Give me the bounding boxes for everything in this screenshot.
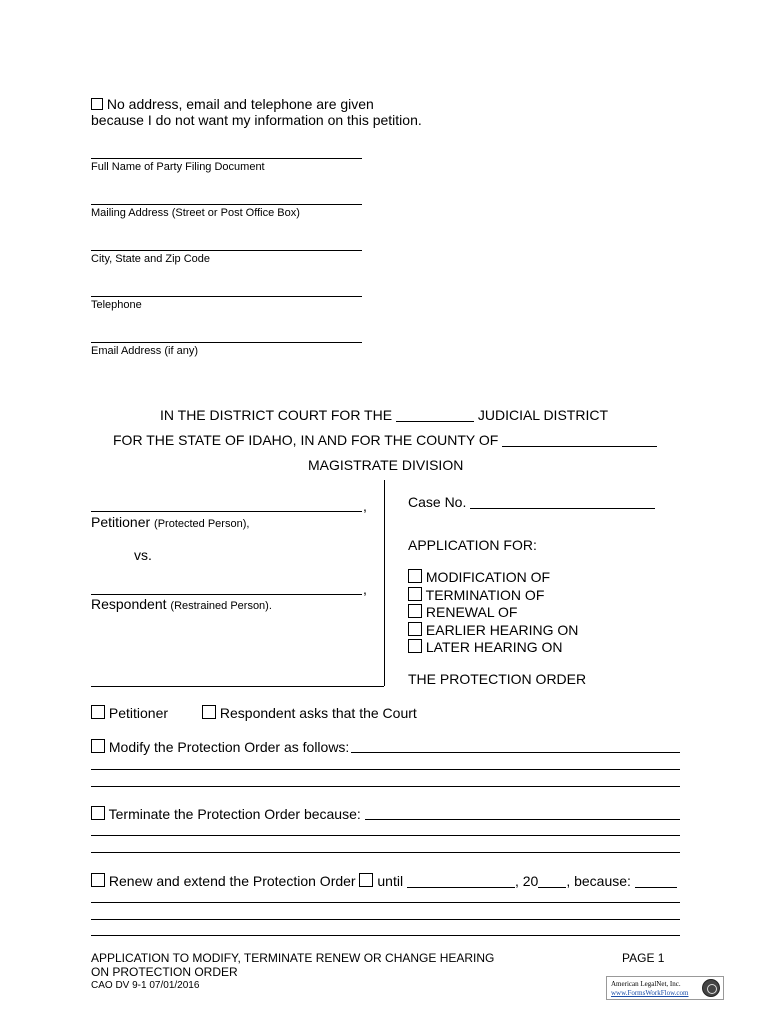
renewal-label: RENEWAL OF — [425, 604, 518, 620]
footer-title-line-2: ON PROTECTION ORDER — [91, 965, 238, 979]
respondent-caption — [91, 596, 272, 613]
terminate-option — [91, 806, 361, 822]
modify-line-3[interactable] — [91, 786, 680, 787]
court-line-2 — [113, 432, 657, 448]
respondent-checkbox[interactable] — [202, 705, 216, 719]
publisher-badge — [606, 976, 724, 1000]
no-address-line1: No address, email and telephone are given — [106, 96, 374, 112]
mailing-address-line[interactable] — [91, 204, 362, 205]
full-name-line[interactable] — [91, 158, 362, 159]
renew-reason-blank[interactable] — [635, 875, 677, 888]
modify-line-2[interactable] — [91, 769, 680, 770]
because-label: , because: — [566, 873, 631, 889]
publisher-url[interactable]: www.FormsWorkFlow.com — [611, 989, 689, 997]
respondent-comma: , — [363, 581, 367, 597]
renew-line-2[interactable] — [91, 902, 680, 903]
caption-divider-horizontal — [91, 686, 384, 687]
later-hearing-checkbox[interactable] — [408, 639, 422, 653]
email-label: Email Address (if any) — [91, 345, 198, 357]
petitioner-comma: , — [363, 498, 367, 514]
case-number-label: Case No. — [408, 494, 467, 510]
earlier-hearing-checkbox[interactable] — [408, 622, 422, 636]
no-address-line2: because I do not want my information on this petition. — [91, 112, 422, 128]
terminate-label: Terminate the Protection Order because: — [108, 806, 361, 822]
terminate-line-1[interactable] — [365, 819, 680, 820]
respondent-name-line[interactable] — [91, 594, 362, 595]
no-address-statement — [91, 96, 374, 112]
full-name-label: Full Name of Party Filing Document — [91, 161, 265, 173]
modification-label: MODIFICATION OF — [425, 569, 551, 585]
until-date-blank[interactable] — [407, 875, 515, 888]
renew-line-3[interactable] — [91, 919, 680, 920]
judicial-district-blank[interactable] — [396, 409, 474, 422]
respondent-caption-label: Respondent — [91, 596, 167, 612]
option-renewal — [408, 604, 517, 620]
the-protection-order-label: THE PROTECTION ORDER — [408, 671, 587, 687]
publisher-name: American LegalNet, Inc. — [611, 980, 681, 988]
modify-option — [91, 739, 349, 755]
termination-checkbox[interactable] — [408, 587, 422, 601]
modify-checkbox[interactable] — [91, 739, 105, 753]
option-modification — [408, 569, 550, 585]
telephone-line[interactable] — [91, 296, 362, 297]
petitioner-caption-sub: (Protected Person), — [154, 518, 250, 530]
footer-form-id: CAO DV 9-1 07/01/2016 — [91, 980, 200, 991]
respondent-option — [202, 705, 417, 721]
modify-label: Modify the Protection Order as follows: — [108, 739, 350, 755]
respondent-option-label: Respondent asks that the Court — [219, 705, 417, 721]
year-label: , 20 — [514, 873, 539, 889]
magistrate-division: MAGISTRATE DIVISION — [308, 457, 464, 473]
earlier-hearing-label: EARLIER HEARING ON — [425, 622, 579, 638]
city-state-zip-label: City, State and Zip Code — [91, 253, 211, 265]
email-line[interactable] — [91, 342, 362, 343]
respondent-caption-sub: (Restrained Person). — [170, 600, 272, 612]
application-for-label: APPLICATION FOR: — [408, 537, 537, 553]
renewal-checkbox[interactable] — [408, 604, 422, 618]
petitioner-checkbox[interactable] — [91, 705, 105, 719]
caption-divider-vertical — [384, 480, 385, 686]
until-label: until — [377, 873, 404, 889]
later-hearing-label: LATER HEARING ON — [425, 639, 563, 655]
modify-line-1[interactable] — [351, 752, 680, 753]
globe-icon — [702, 979, 720, 997]
petitioner-option-label: Petitioner — [108, 705, 169, 721]
mailing-address-label: Mailing Address (Street or Post Office Box) — [91, 207, 300, 219]
option-earlier-hearing — [408, 622, 578, 638]
year-blank[interactable] — [538, 875, 566, 888]
renew-checkbox[interactable] — [91, 873, 105, 887]
renew-option — [91, 873, 677, 889]
no-address-checkbox[interactable] — [91, 98, 103, 110]
footer-title-line-1: APPLICATION TO MODIFY, TERMINATE RENEW OR CHANGE HEARING — [91, 951, 495, 965]
versus-label: vs. — [134, 547, 152, 563]
termination-label: TERMINATION OF — [425, 587, 545, 603]
court-line-2-prefix: FOR THE STATE OF IDAHO, IN AND FOR THE COUNTY OF — [113, 432, 499, 448]
city-state-zip-line[interactable] — [91, 250, 362, 251]
petitioner-caption-label: Petitioner — [91, 514, 151, 530]
petitioner-name-line[interactable] — [91, 511, 362, 512]
case-number-blank[interactable] — [470, 496, 655, 509]
option-later-hearing — [408, 639, 563, 655]
option-termination — [408, 587, 544, 603]
until-checkbox[interactable] — [359, 873, 373, 887]
renew-line-4[interactable] — [91, 935, 680, 936]
terminate-line-3[interactable] — [91, 852, 680, 853]
terminate-checkbox[interactable] — [91, 806, 105, 820]
court-line-1-suffix: JUDICIAL DISTRICT — [477, 407, 608, 423]
telephone-label: Telephone — [91, 299, 142, 311]
renew-label: Renew and extend the Protection Order — [108, 873, 356, 889]
petitioner-caption — [91, 514, 249, 531]
footer-page-number: PAGE 1 — [622, 951, 665, 965]
modification-checkbox[interactable] — [408, 569, 422, 583]
petitioner-option — [91, 705, 168, 721]
court-line-1 — [160, 407, 608, 423]
court-line-1-prefix: IN THE DISTRICT COURT FOR THE — [160, 407, 393, 423]
county-blank[interactable] — [502, 434, 657, 447]
case-number — [408, 494, 655, 510]
terminate-line-2[interactable] — [91, 835, 680, 836]
